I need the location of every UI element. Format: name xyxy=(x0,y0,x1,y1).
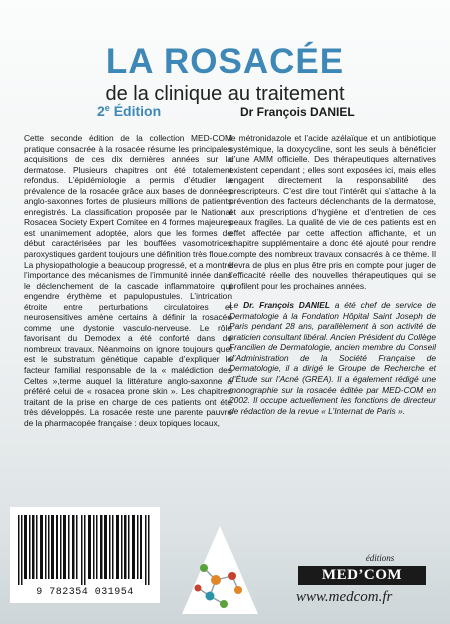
isbn-digits: 9 782354 031954 xyxy=(36,587,134,598)
edition-word: Édition xyxy=(109,103,162,119)
edition-label xyxy=(97,104,161,118)
barcode-bars xyxy=(14,515,156,585)
author-name: Dr François DANIEL xyxy=(240,105,355,119)
bio-text: a été chef de service de Dermatologie à la Fondation Hôpital Saint Joseph de Paris pendant 28 ans, parallèlement à son activité de praticien consultant libéral. Ancien Président du Collège Francilien de Dermatologie, ancien membre du Conseil d’Administration de la Société Française de Dermatologie, il a dirigé le Groupe de Recherche et d’Étude sur l’Acné (GREA). Il a également rédigé une monographie sur la rosacée éditée par MED-COM en 2002. Il occupe actuellement les fonctions de directeur de rédaction de la revue « L’Internat de Paris ». xyxy=(229,300,436,416)
summary-paragraph: le métronidazole et l’acide azélaïque et un antibiotique systémique, la doxycycline, sont les seuls à bénéficier d’une AMM officielle. Des thérapeutiques alternatives existent cependant ; elles sont exposées ici, mais elles engagent directement la responsabilité des prescripteurs. C’est dire tout l’intérêt qui s’attache à la prévention des facteurs déclenchants de la dermatose, et aux prescriptions d’hygiène et d’entretien de ces peaux fragiles. La qualité de vie de ces patients est en effet affectée par cette affection affichante, et un chapitre supplémentaire a donc été ajouté pour rendre compte des nombreux travaux consacrés à ce thème. Il devra de plus en plus être pris en compte pour juger de l’efficacité réelle des nouvelles thérapeutiques qui se profilent pour les prochaines années. xyxy=(229,133,436,291)
book-subtitle: de la clinique au traitement xyxy=(105,83,345,105)
publisher-website: www.medcom.fr xyxy=(296,589,393,605)
isbn-barcode xyxy=(10,507,160,603)
summary-paragraph: Cette seconde édition de la collection MED-COM pratique consacrée à la rosacée résume les principales acquisitions de ces dix dernières années sur la dermatose. Plusieurs chapitres ont été totalement refondus. L’épidémiologie a permis d’étudier la prévalence de la rosacée grâce aux bases de données anglo-saxonnes fortes de plusieurs millions de patients enregistrés. La classification proposée par le National Rosacea Society Expert Comitee en 4 formes majeures est unanimement adoptée, alors que les formes de début caractérisées par les bouffées vasomotrices paroxystiques gardent toujours une définition très floue. xyxy=(24,133,232,260)
molecule-logo xyxy=(180,518,260,618)
bio-name: Dr. François DANIEL xyxy=(243,300,330,311)
book-title: LA ROSACÉE xyxy=(105,42,345,81)
publisher-logo: MED’COM xyxy=(298,566,426,585)
author-bio xyxy=(229,300,436,416)
publisher-editions-label: éditions xyxy=(365,553,395,563)
edition-suffix: e xyxy=(104,103,110,113)
summary-left-column xyxy=(24,133,232,428)
edition-number: 2 xyxy=(97,103,105,119)
summary-paragraph: La physiopathologie a beaucoup progressé, et a montré l’importance des mécanismes de l’immunité innée dans le déclenchement de la cascade inflammatoire qui engendre érythème et papulopustules. L’intrication étroite entre perturbations circulatoires et neurosensitives amène certains à définir la rosacée comme une dystonie vasculo-nerveuse. Le rôle favorisant du Demodex a été conforté dans de nombreux travaux. Néanmoins on ignore toujours quel est le substratum génétique capable d’expliquer le facteur familial responsable de la « malédiction des Celtes »,terme auquel la littérature anglo-saxonne a préféré celui de « rosacea prone skin ». Les chapitres traitant de la prise en charge de ces patients ont été très développés. La rosacée reste une parente pauvre de la pharmacopée française : deux topiques locaux, xyxy=(24,259,232,428)
molecule-icon xyxy=(180,518,260,618)
bio-prefix: Le xyxy=(229,300,244,311)
summary-right-column xyxy=(229,133,436,416)
